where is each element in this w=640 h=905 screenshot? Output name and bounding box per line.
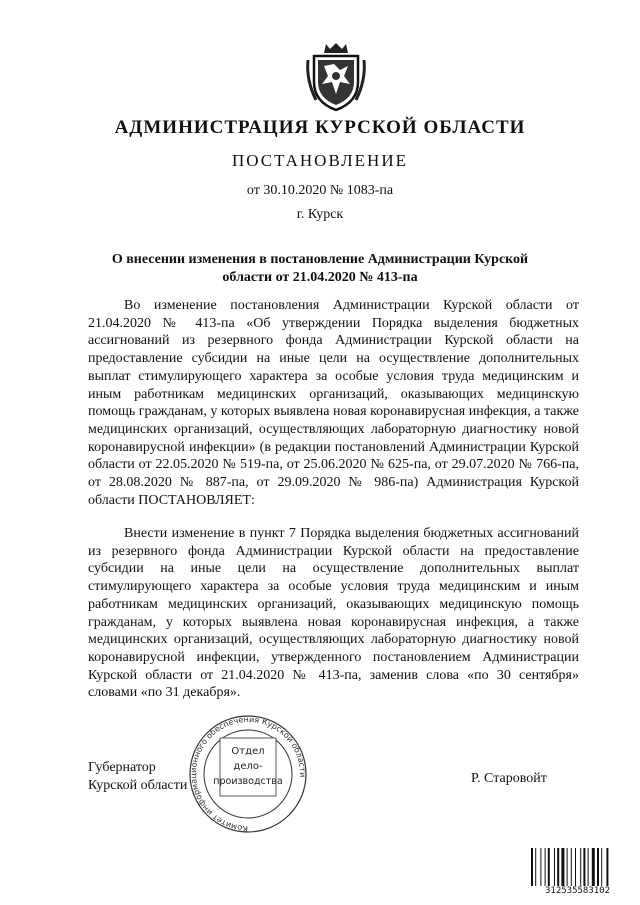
barcode-bar: [548, 848, 550, 888]
department-stamp: [180, 714, 316, 834]
stamp-line-3: производства: [213, 776, 283, 787]
document-subject: [0, 251, 640, 287]
barcode-bar: [554, 848, 555, 888]
signatory-name: Р. Старовойт: [471, 771, 547, 786]
signatory-position-line-2: Курской области: [88, 778, 188, 793]
barcode-bar: [601, 848, 602, 888]
barcode-number: 312535583102: [530, 886, 625, 896]
barcode-bar: [557, 848, 559, 888]
stamp-line-1: Отдел: [231, 746, 265, 757]
stamp-ring-text: Комитет информационного обеспечения Курской области: [188, 714, 308, 834]
coat-of-arms-icon: [304, 40, 368, 112]
subject-line-2: области от 21.04.2020 № 413-па: [222, 270, 418, 285]
barcode-bar: [597, 848, 599, 888]
barcode-bar: [571, 848, 572, 888]
body-paragraph-1: Во изменение постановления Администрации Курской области от 21.04.2020 № 413-па «Об утверждении Порядка выделения бюджетных ассигнований из резервного фонда Администрации Курской области на предоставление субсидии на иные цели на осуществление дополнительных выплат стимулирующего характера за особые условия труда медицинским и иным работникам медицинских организаций, оказывающих медицинскую помощь гражданам, у которых выявлена новая коронавирусная инфекция, а также медицинских организаций, осуществляющих лабораторную диагностику новой коронавирусной инфекции» (в редакции постановлений Администрации Курской области от 22.05.2020 № 519-па, от 25.06.2020 № 625-па, от 29.07.2020 № 766-па, от 28.08.2020 № 887-па, от 29.09.2020 № 986-па) Администрация Курской области ПОСТАНОВЛЯЕТ:: [88, 298, 579, 508]
barcode-bar: [545, 848, 546, 888]
barcode-bar: [561, 848, 564, 888]
barcode-bar: [567, 848, 568, 888]
document-type: ПОСТАНОВЛЕНИЕ: [231, 151, 408, 170]
stamp-line-2: дело-: [233, 761, 263, 772]
barcode-bar: [575, 848, 576, 888]
barcode-bar: [531, 848, 533, 888]
signatory-position: [88, 759, 187, 795]
barcode-bar: [592, 848, 595, 888]
barcode-bar: [583, 848, 585, 888]
body-paragraph-2: Внести изменение в пункт 7 Порядка выделения бюджетных ассигнований из резервного фонда Администрации Курской области на предоставление субсидии на иные цели на осуществление дополнительных выплат стимулирующего характера за особые условия труда медицинским и иным работникам медицинских организаций, оказывающих медицинскую помощь гражданам, у которых выявлена новая коронавирусная инфекция, а также медицинских организаций, осуществляющих лабораторную диагностику новой коронавирусной инфекции, утвержденного постановлением Администрации Курской области от 21.04.2020 № 413-па, заменив слова «по 30 сентября» словами «по 31 декабря».: [88, 526, 579, 701]
barcode-bar: [580, 848, 581, 888]
barcode-bar: [606, 848, 608, 888]
signatory-position-line-1: Губернатор: [88, 760, 156, 775]
subject-line-1: О внесении изменения в постановление Администрации Курской: [111, 252, 529, 267]
barcode-bar: [588, 848, 589, 888]
organization-title: АДМИНИСТРАЦИЯ КУРСКОЙ ОБЛАСТИ: [114, 117, 526, 138]
barcode-bar: [535, 848, 536, 888]
document-city: г. Курск: [296, 207, 344, 222]
barcode-bar: [540, 848, 541, 888]
document-date-number: от 30.10.2020 № 1083-па: [246, 183, 394, 198]
